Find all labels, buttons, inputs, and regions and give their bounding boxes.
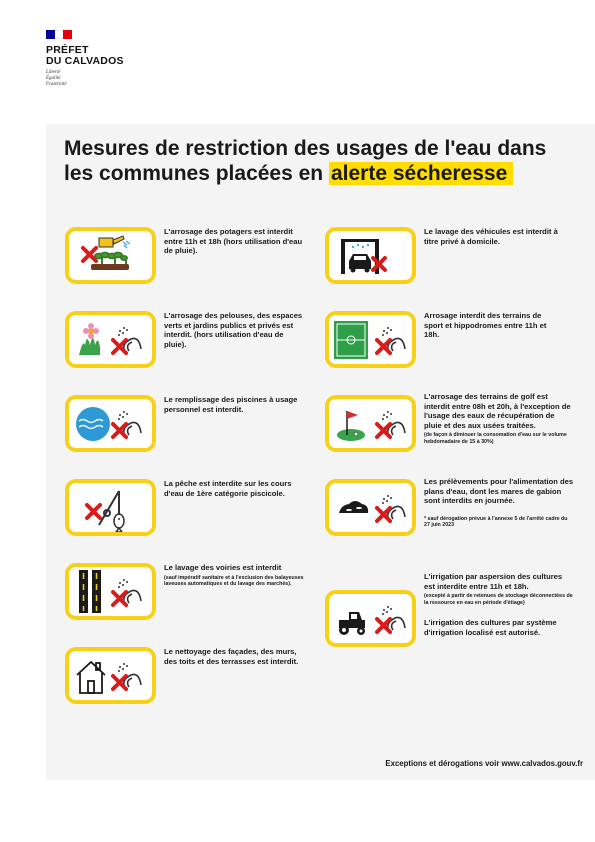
- restriction-text: L'arrosage des pelouses, des espaces verts et jardins publics et privés est interdit. (hors utilisation d'eau de pluie).: [164, 311, 303, 349]
- restriction-text: L'arrosage des potagers est interdit entre 11h et 18h (hors utilisation d'eau de pluie).: [164, 227, 303, 256]
- restriction-text: Le lavage des voiries est interdit: [164, 563, 282, 572]
- golf-icon: [325, 395, 416, 452]
- pool-icon: [65, 395, 156, 452]
- restriction-text-block: [424, 392, 574, 446]
- title-line-1: Mesures de restriction des usages de l'eau dans: [64, 137, 547, 160]
- garden-watering-icon: [65, 227, 156, 284]
- republic-motto: [46, 70, 124, 88]
- flag-red: [63, 30, 72, 39]
- pond-icon: [325, 479, 416, 536]
- prefecture-logo: [46, 30, 124, 88]
- restriction-text: La pêche est interdite sur les cours d'eau de 1ère catégorie piscicole.: [164, 479, 292, 498]
- restriction-text: Les prélèvements pour l'alimentation des plans d'eau, dont les mares de gabion sont interdits en journée.: [424, 477, 574, 506]
- footer-note: Exceptions et dérogations voir www.calvados.gouv.fr: [385, 759, 583, 768]
- road-icon: [65, 563, 156, 620]
- title-line-2-prefix: les communes placées en: [64, 162, 329, 185]
- restriction-text: Le nettoyage des façades, des murs, des toits et des terrasses est interdit.: [164, 647, 299, 666]
- flag-blue: [46, 30, 55, 39]
- restriction-text-block: [424, 572, 574, 638]
- restriction-text: Le lavage des véhicules est interdit à titre privé à domicile.: [424, 227, 558, 246]
- flag-white: [55, 30, 64, 39]
- restriction-note: * sauf dérogation prévue à l'annexe 5 de l'arrêté cadre du 27 juin 2023: [424, 515, 568, 529]
- sports-field-icon: [325, 311, 416, 368]
- motto-egalite: Égalité: [46, 76, 61, 81]
- prefecture-line-1: PRÉFET: [46, 44, 89, 56]
- restriction-note: (de façon à diminuer la consomation d'eau sur le volume hebdomadaire de 15 à 30%): [424, 432, 567, 445]
- page-title: [64, 136, 584, 186]
- restriction-text: Arrosage interdit des terrains de sport et hippodromes entre 11h et 18h.: [424, 311, 547, 340]
- lawn-icon: [65, 311, 156, 368]
- title-line-2: [64, 161, 584, 186]
- restriction-text-block: [424, 477, 574, 529]
- restriction-text-authorized: L'irrigation des cultures par système d'irrigation localisé est autorisé.: [424, 618, 557, 637]
- car-wash-icon: [325, 227, 416, 284]
- restriction-text: L'arrosage des terrains de golf est interdit entre 08h et 20h, à l'exception de l'usage des eaux de récupération de pluie et des aux usées traitées.: [424, 392, 571, 430]
- prefecture-name: [46, 45, 124, 67]
- motto-fraternite: Fraternité: [46, 82, 67, 87]
- prefecture-line-2: DU CALVADOS: [46, 55, 124, 67]
- restriction-text-block: [164, 563, 314, 588]
- restrictions-poster: [46, 124, 595, 780]
- french-flag-icon: [46, 30, 72, 39]
- restriction-note: (sauf impératif sanitaire et à l'exclusion des balayeuses laveuses automatiques et du lavage des marchés).: [164, 574, 304, 588]
- restriction-note: (excepté à partir de retenues de stockage déconnectées de la ressource en eau en période d'étiage): [424, 593, 573, 606]
- restriction-text: L'irrigation par aspersion des cultures est interdite entre 11h et 18h.: [424, 572, 563, 591]
- motto-liberte: Liberté: [46, 70, 61, 75]
- fishing-icon: [65, 479, 156, 536]
- title-highlight: alerte sécheresse: [329, 162, 513, 185]
- house-icon: [65, 647, 156, 704]
- tractor-irrigation-icon: [325, 590, 416, 647]
- restriction-text: Le remplissage des piscines à usage personnel est interdit.: [164, 395, 298, 414]
